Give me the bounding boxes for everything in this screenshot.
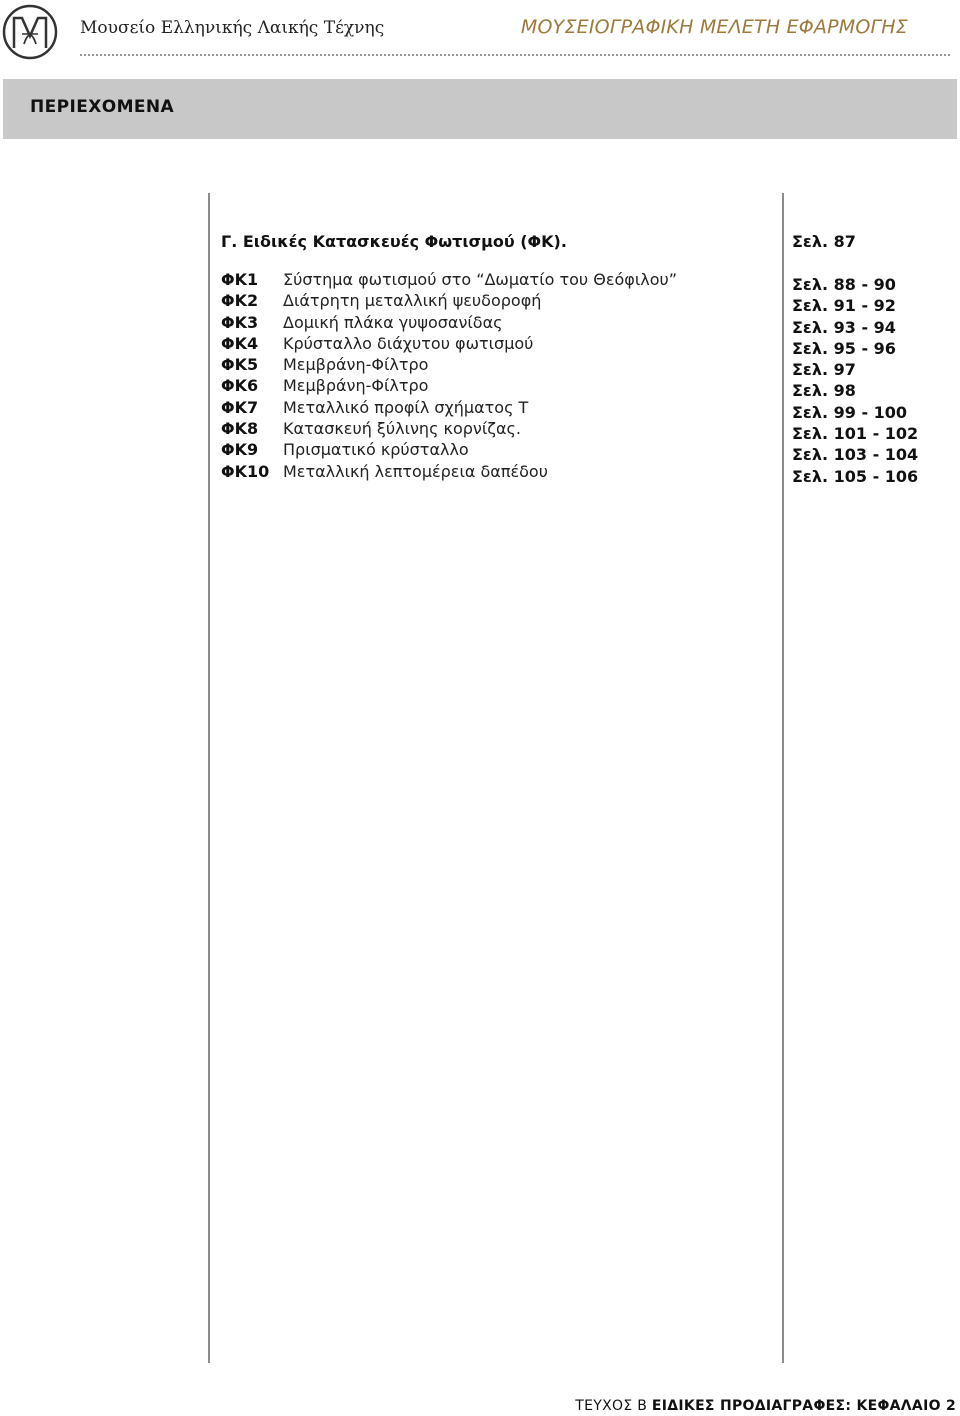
entry: [221, 375, 677, 396]
entry-code: ΦΚ3: [221, 312, 259, 332]
entry-code: ΦΚ6: [221, 376, 259, 396]
entry-code: ΦΚ7: [221, 397, 259, 417]
entry: [221, 354, 677, 375]
entry-pages: Σελ. 99 - 100: [792, 402, 908, 422]
entry-pages: Σελ. 93 - 94: [792, 317, 896, 337]
entry: [221, 461, 677, 482]
left-column-rule: [208, 193, 210, 1363]
page-header: [0, 0, 960, 62]
entry-pages: Σελ. 88 - 90: [792, 275, 896, 294]
page-footer: [575, 1398, 956, 1414]
contents-heading: ΠΕΡΙΕΧΟΜΕΝΑ: [30, 97, 175, 117]
entry-code: ΦΚ9: [221, 440, 259, 460]
footer-chapter: ΕΙΔΙΚΕΣ ΠΡΟΔΙΑΓΡΑΦΕΣ: ΚΕΦΑΛΑΙΟ 2: [651, 1398, 956, 1414]
museum-logo: [2, 4, 58, 60]
entry-pages: Σελ. 97: [792, 360, 856, 380]
section-page: Σελ. 87: [792, 232, 856, 251]
entry-pages: Σελ. 98: [792, 381, 856, 401]
entry-code: ΦΚ10: [221, 461, 270, 481]
entry: [221, 333, 677, 354]
entry-title: Κατασκευή ξύλινης κορνίζας.: [283, 419, 521, 439]
entry-title: Μεταλλικό προφίλ σχήματος Τ: [283, 397, 529, 417]
entry: [221, 269, 677, 290]
entry-pages: Σελ. 95 - 96: [792, 338, 896, 358]
entry-title: Μεμβράνη-Φίλτρο: [283, 376, 429, 396]
entry-title: Κρύσταλλο διάχυτου φωτισμού: [283, 333, 534, 353]
entry: [221, 439, 677, 460]
entry-title: Σύστημα φωτισμού στο “Δωματίο του Θεόφιλου”: [283, 270, 678, 289]
entry-pages: Σελ. 105 - 106: [792, 466, 919, 486]
entry-code: ΦΚ1: [221, 270, 259, 289]
study-title: ΜΟΥΣΕΙΟΓΡΑΦΙΚΗ ΜΕΛΕΤΗ ΕΦΑΡΜΟΓΗΣ: [520, 16, 908, 38]
entry-title: Μεταλλική λεπτομέρεια δαπέδου: [283, 461, 548, 481]
footer-volume: ΤΕΥΧΟΣ Β: [575, 1398, 648, 1414]
entry-list: [221, 269, 677, 482]
entry: [221, 397, 677, 418]
entry: [221, 312, 677, 333]
museum-name: Μουσείο Ελληνικής Λαικής Τέχνης: [80, 18, 385, 38]
entry-title: Δομική πλάκα γυψοσανίδας: [283, 312, 503, 332]
entry-title: Πρισματικό κρύσταλλο: [283, 440, 469, 460]
page-reference-list: [792, 274, 918, 487]
entry-pages: Σελ. 91 - 92: [792, 296, 896, 316]
entry-pages: Σελ. 101 - 102: [792, 424, 919, 444]
entry: [221, 418, 677, 439]
right-column-rule: [782, 193, 784, 1363]
entry: [221, 290, 677, 311]
entry-code: ΦΚ4: [221, 333, 259, 353]
entry-code: ΦΚ5: [221, 355, 259, 375]
header-dotted-divider: [80, 54, 950, 56]
entry-pages: Σελ. 103 - 104: [792, 445, 919, 465]
section-title: Γ. Ειδικές Κατασκευές Φωτισμού (ΦΚ).: [221, 232, 567, 251]
entry-code: ΦΚ8: [221, 419, 259, 439]
entry-code: ΦΚ2: [221, 291, 259, 311]
entry-title: Διάτρητη μεταλλική ψευδοροφή: [283, 291, 542, 311]
entry-title: Μεμβράνη-Φίλτρο: [283, 355, 429, 375]
